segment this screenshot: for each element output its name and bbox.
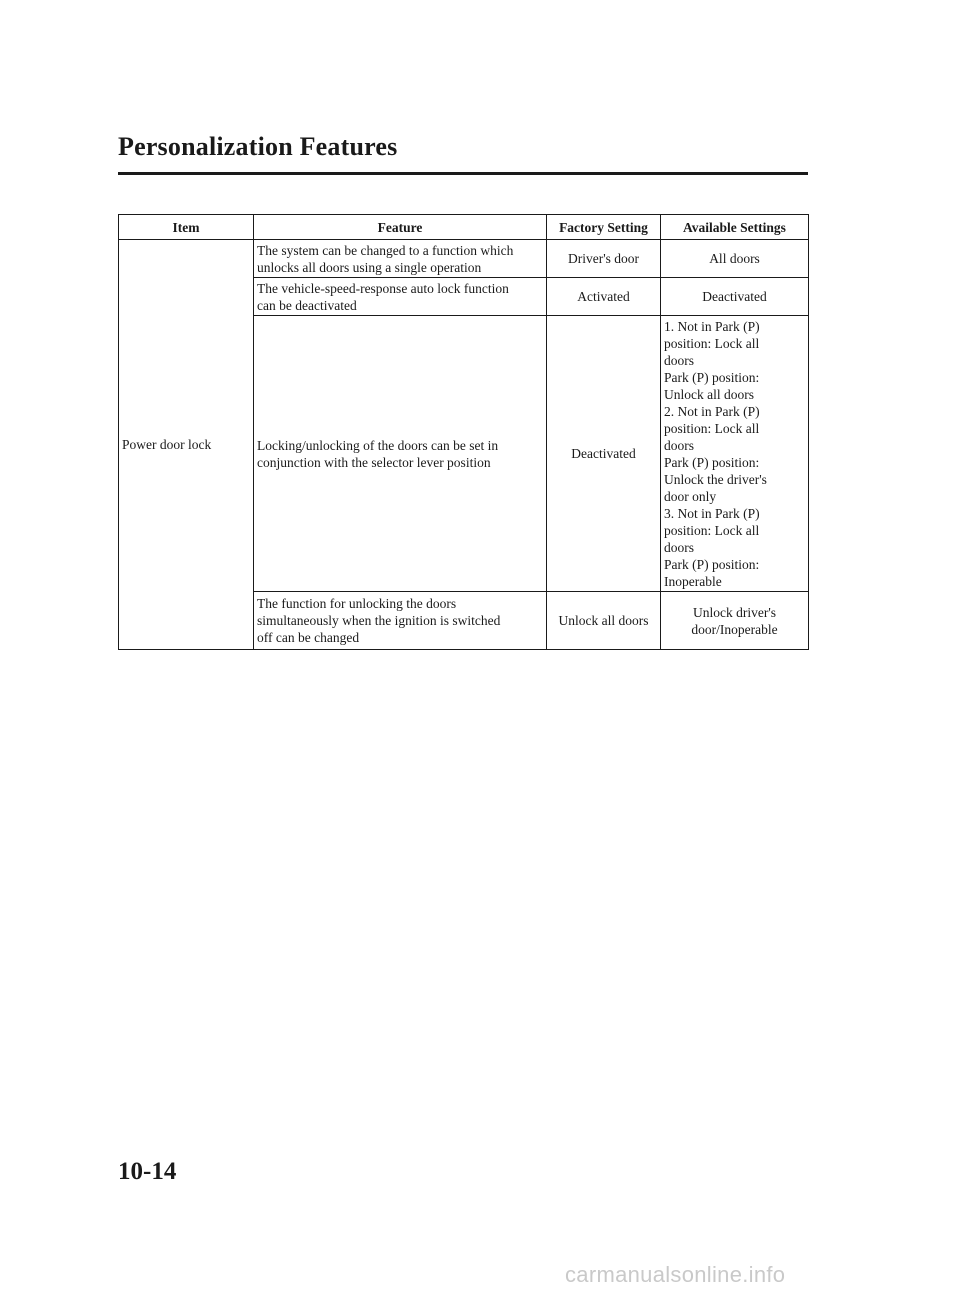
available-text-line: Park (P) position: — [664, 369, 760, 385]
table-header-row — [119, 215, 809, 240]
available-text-line: position: Lock all — [664, 335, 760, 351]
personalization-table — [118, 214, 809, 650]
feature-text-line: The function for unlocking the doors — [257, 596, 457, 611]
column-header-factory-setting: Factory Setting — [547, 215, 661, 240]
column-header-item: Item — [119, 215, 254, 240]
available-text-line: All doors — [709, 251, 760, 266]
feature-cell — [254, 592, 547, 650]
available-settings-cell — [661, 592, 809, 650]
available-text-line: doors — [664, 352, 694, 368]
factory-setting-cell: Deactivated — [547, 316, 661, 592]
feature-text-line: The system can be changed to a function which — [257, 242, 514, 258]
available-text-line: position: Lock all — [664, 420, 760, 436]
available-text-line: Park (P) position: — [664, 556, 760, 572]
page-title: Personalization Features — [118, 132, 398, 161]
available-text-line: Inoperable — [664, 573, 722, 589]
title-divider — [118, 172, 808, 175]
factory-setting-cell: Unlock all doors — [547, 592, 661, 650]
available-text-line: door only — [664, 488, 717, 504]
available-text-line: Deactivated — [702, 289, 767, 304]
factory-setting-cell: Driver's door — [547, 240, 661, 278]
column-header-available-settings: Available Settings — [661, 215, 809, 240]
available-settings-cell — [661, 278, 809, 316]
available-text-line: doors — [664, 539, 694, 555]
available-text-line: doors — [664, 437, 694, 453]
feature-cell — [254, 316, 547, 592]
watermark: carmanualsonline.info — [565, 1262, 786, 1287]
available-text-line: 3. Not in Park (P) — [664, 505, 760, 521]
table-row — [119, 240, 809, 278]
feature-text-line: unlocks all doors using a single operation — [257, 259, 482, 275]
available-settings-cell — [661, 240, 809, 278]
feature-cell — [254, 278, 547, 316]
column-header-feature: Feature — [254, 215, 547, 240]
available-text-line: Unlock the driver's — [664, 471, 767, 487]
factory-setting-cell: Activated — [547, 278, 661, 316]
feature-text-line: can be deactivated — [257, 297, 357, 313]
available-text-line: Unlock all doors — [664, 386, 754, 402]
feature-text-line: off can be changed — [257, 630, 360, 645]
available-text-line: 2. Not in Park (P) — [664, 403, 760, 419]
feature-text-line: simultaneously when the ignition is switched — [257, 613, 501, 628]
available-text-line: door/Inoperable — [691, 621, 778, 637]
feature-text-line: Locking/unlocking of the doors can be set in — [257, 437, 499, 453]
available-text-line: Unlock driver's — [692, 604, 777, 620]
available-text-line: position: Lock all — [664, 522, 760, 538]
available-text-line: Park (P) position: — [664, 454, 760, 470]
feature-text-line: conjunction with the selector lever position — [257, 454, 491, 470]
available-settings-cell — [661, 316, 809, 592]
feature-cell — [254, 240, 547, 278]
page-number: 10-14 — [118, 1158, 177, 1185]
available-text-line: 1. Not in Park (P) — [664, 318, 760, 334]
feature-text-line: The vehicle-speed-response auto lock function — [257, 280, 509, 296]
item-cell: Power door lock — [119, 240, 254, 650]
